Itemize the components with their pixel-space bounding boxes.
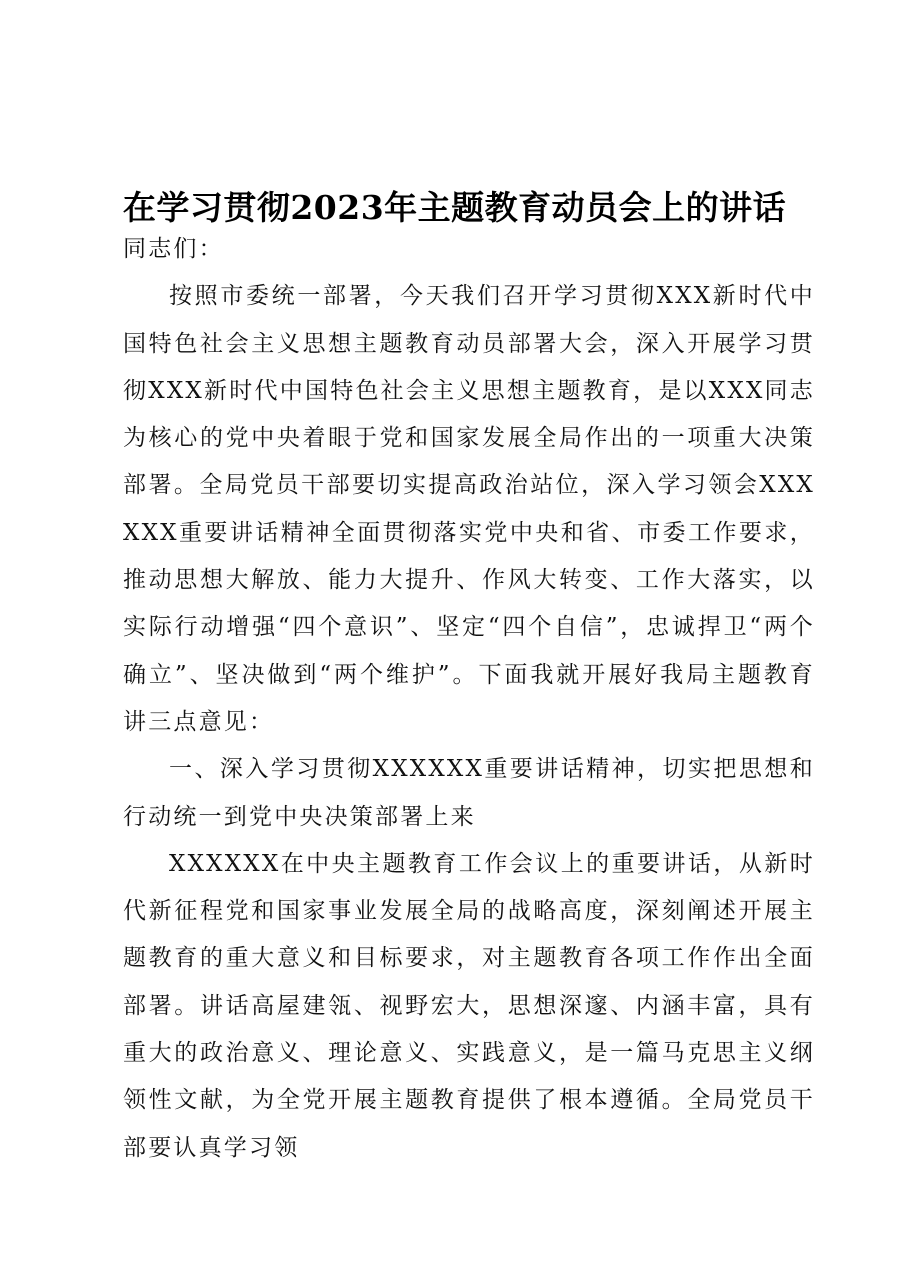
paragraph-section-one: XXXXXX在中央主题教育工作会议上的重要讲话，从新时代新征程党和国家事业发展全局的战略高度，深刻阐述开展主题教育的重大意义和目标要求，对主题教育各项工作作出全面部署。讲话高屋建瓴、视野宏大，思想深邃、内涵丰富，具有重大的政治意义、理论意义、实践意义，是一篇马克思主义纲领性文献，为全党开展主题教育提供了根本遵循。全局党员干部要认真学习领	[123, 850, 815, 1161]
paragraph-intro: 按照市委统一部署，今天我们召开学习贯彻XXX新时代中国特色社会主义思想主题教育动员部署大会，深入开展学习贯彻XXX新时代中国特色社会主义思想主题教育，是以XXX同志为核心的党中央着眼于党和国家发展全局作出的一项重大决策部署。全局党员干部要切实提高政治站位，深入学习领会XXXXXX重要讲话精神全面贯彻落实党中央和省、市委工作要求，推动思想大解放、能力大提升、作风大转变、工作大落实，以实际行动增强“四个意识”、坚定“四个自信”，忠诚捍卫“两个确立”、坚决做到“两个维护”。下面我就开展好我局主题教育讲三点意见：	[123, 283, 815, 735]
salutation: 同志们：	[123, 236, 224, 262]
document-body	[123, 226, 815, 1172]
section-heading-one: 一、深入学习贯彻XXXXXX重要讲话精神，切实把思想和行动统一到党中央决策部署上来	[123, 756, 815, 830]
document-title: 在学习贯彻2023年主题教育动员会上的讲话	[122, 188, 787, 227]
